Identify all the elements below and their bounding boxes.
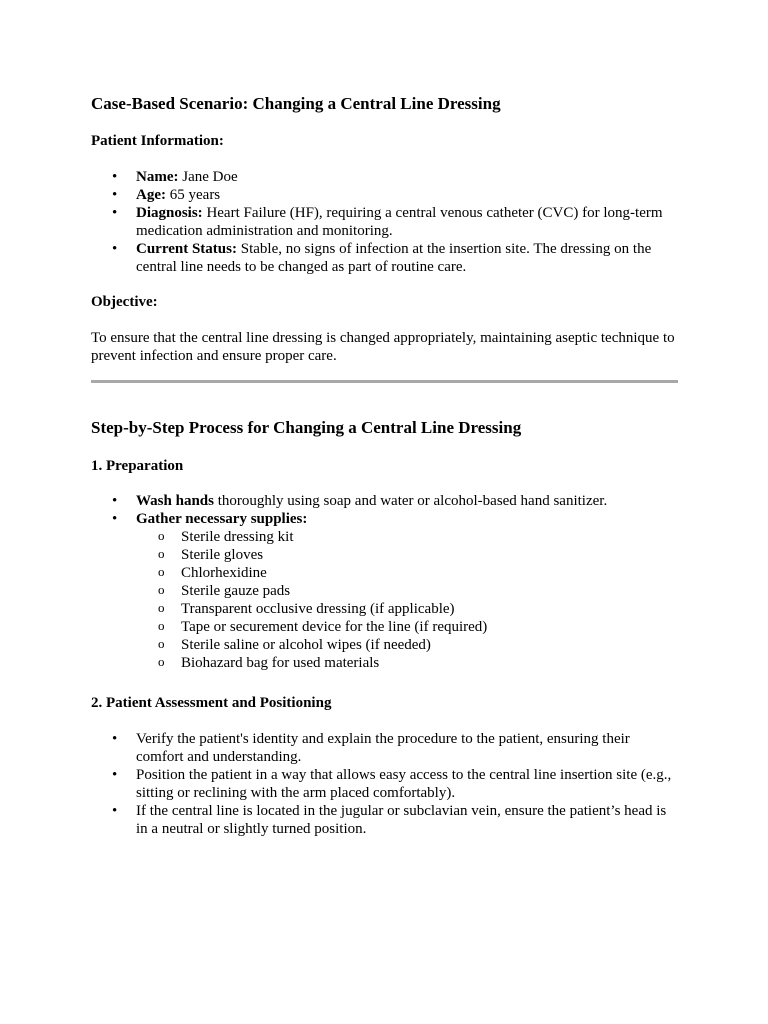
bullet-icon: • bbox=[112, 205, 118, 221]
list-item bbox=[136, 546, 681, 564]
list-item bbox=[91, 168, 681, 186]
list-item bbox=[136, 618, 681, 636]
patient-status-label: Current Status: bbox=[136, 241, 237, 257]
objective-heading: Objective: bbox=[91, 294, 158, 310]
bullet-icon: • bbox=[112, 803, 118, 819]
list-item bbox=[136, 600, 681, 618]
sub-bullet-icon: o bbox=[158, 528, 165, 543]
supply-item: Sterile gauze pads bbox=[181, 583, 291, 599]
patient-name-label: Name: bbox=[136, 169, 179, 185]
list-item bbox=[91, 510, 681, 672]
sub-bullet-icon: o bbox=[158, 546, 165, 561]
patient-info-list bbox=[91, 168, 681, 276]
list-item bbox=[91, 802, 681, 838]
list-item bbox=[91, 766, 681, 802]
section-divider bbox=[91, 380, 678, 383]
patient-age-value: 65 years bbox=[166, 187, 221, 203]
patient-diagnosis-value: Heart Failure (HF), requiring a central venous catheter (CVC) for long-term medication administration and monitoring. bbox=[136, 205, 663, 239]
list-item bbox=[136, 582, 681, 600]
bullet-icon: • bbox=[112, 187, 118, 203]
sub-bullet-icon: o bbox=[158, 564, 165, 579]
supply-item: Transparent occlusive dressing (if applicable) bbox=[181, 601, 455, 617]
list-item bbox=[91, 186, 681, 204]
patient-age-label: Age: bbox=[136, 187, 166, 203]
step1-heading: 1. Preparation bbox=[91, 458, 184, 474]
bullet-icon: • bbox=[112, 241, 118, 257]
list-item bbox=[91, 492, 681, 510]
sub-bullet-icon: o bbox=[158, 654, 165, 669]
step2-item-text: Position the patient in a way that allows easy access to the central line insertion site (e.g., sitting or reclining with the arm placed comfortably). bbox=[136, 767, 672, 801]
step1-list bbox=[91, 492, 681, 672]
patient-status-value: Stable, no signs of infection at the insertion site. The dressing on the central line needs to be changed as part of routine care. bbox=[136, 241, 652, 275]
bullet-icon: • bbox=[112, 767, 118, 783]
supply-item: Biohazard bag for used materials bbox=[181, 655, 380, 671]
bullet-icon: • bbox=[112, 493, 118, 509]
supply-item: Sterile gloves bbox=[181, 547, 264, 563]
patient-diagnosis-label: Diagnosis: bbox=[136, 205, 203, 221]
supply-item: Chlorhexidine bbox=[181, 565, 267, 581]
list-item bbox=[136, 564, 681, 582]
list-item bbox=[91, 204, 681, 240]
wash-hands-label: Wash hands bbox=[136, 493, 214, 509]
supply-item: Tape or securement device for the line (if required) bbox=[181, 619, 488, 635]
sub-bullet-icon: o bbox=[158, 582, 165, 597]
supply-item: Sterile saline or alcohol wipes (if needed) bbox=[181, 637, 431, 653]
bullet-icon: • bbox=[112, 731, 118, 747]
document-title: Case-Based Scenario: Changing a Central Line Dressing bbox=[91, 94, 501, 113]
step2-item-text: If the central line is located in the jugular or subclavian vein, ensure the patient’s head is in a neutral or slightly turned position. bbox=[136, 803, 667, 837]
list-item bbox=[91, 730, 681, 766]
sub-bullet-icon: o bbox=[158, 636, 165, 651]
list-item bbox=[91, 240, 681, 276]
sub-bullet-icon: o bbox=[158, 600, 165, 615]
gather-supplies-label: Gather necessary supplies: bbox=[136, 511, 308, 527]
supplies-list bbox=[136, 528, 681, 672]
list-item bbox=[136, 528, 681, 546]
step2-item-text: Verify the patient's identity and explain the procedure to the patient, ensuring their comfort and understanding. bbox=[136, 731, 630, 765]
step2-list bbox=[91, 730, 681, 838]
sub-bullet-icon: o bbox=[158, 618, 165, 633]
bullet-icon: • bbox=[112, 169, 118, 185]
list-item bbox=[136, 654, 681, 672]
supply-item: Sterile dressing kit bbox=[181, 529, 294, 545]
process-heading: Step-by-Step Process for Changing a Central Line Dressing bbox=[91, 418, 522, 437]
step2-heading: 2. Patient Assessment and Positioning bbox=[91, 695, 332, 711]
wash-hands-text: thoroughly using soap and water or alcohol-based hand sanitizer. bbox=[213, 493, 608, 509]
patient-info-heading: Patient Information: bbox=[91, 133, 224, 149]
patient-name-value: Jane Doe bbox=[178, 169, 238, 185]
list-item bbox=[136, 636, 681, 654]
bullet-icon: • bbox=[112, 511, 118, 527]
objective-text: To ensure that the central line dressing is changed appropriately, maintaining aseptic technique to prevent infection and ensure proper care. bbox=[91, 330, 675, 364]
